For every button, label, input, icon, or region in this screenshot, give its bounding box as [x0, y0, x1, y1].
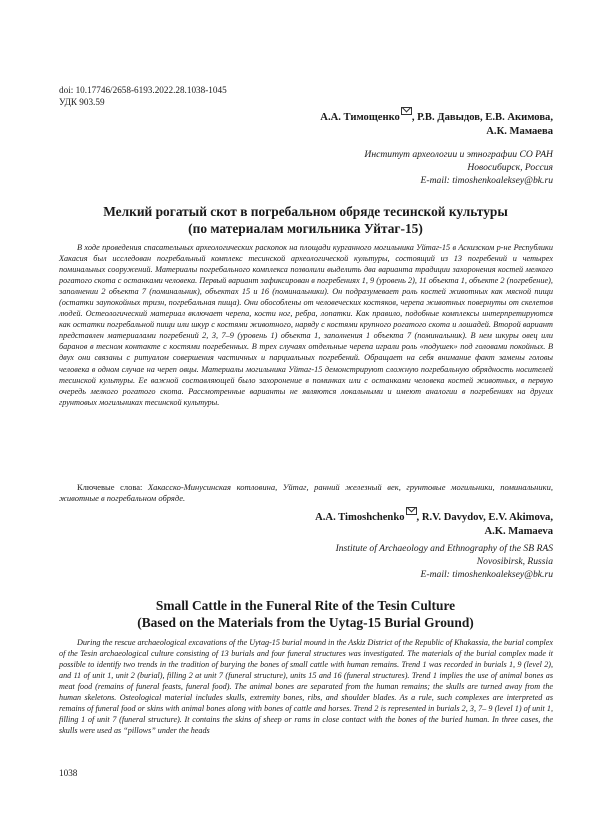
institution-ru: Институт археологии и этнографии СО РАН	[364, 149, 553, 160]
email-en[interactable]: E-mail: timoshenkoaleksey@bk.ru	[420, 569, 553, 580]
mail-icon	[401, 107, 412, 115]
keywords-label: Ключевые слова:	[77, 482, 143, 492]
authors-ru	[320, 111, 553, 138]
email-ru[interactable]: E-mail: timoshenkoaleksey@bk.ru	[420, 175, 553, 186]
authors-ru-line1: А.А. Тимощенко , Р.В. Давыдов, Е.В. Акимова,	[320, 111, 553, 125]
affiliation-en	[336, 542, 553, 581]
location-ru: Новосибирск, Россия	[467, 162, 553, 173]
article-title-ru: Мелкий рогатый скот в погребальном обряде тесинской культуры (по материалам могильника Уйтаг-15)	[103, 204, 508, 236]
authors-en-line2: A.K. Mamaeva	[484, 525, 553, 537]
location-en: Novosibirsk, Russia	[476, 556, 553, 567]
doi-text[interactable]: doi: 10.17746/2658-6193.2022.28.1038-1045	[59, 85, 227, 95]
keywords-list: Хакасско-Минусинская котловина, Уйтаг, ранний железный век, грунтовые могильники, поминальники, животные в погребальном обряде.	[59, 482, 553, 504]
article-meta	[59, 84, 227, 108]
authors-ru-line2: А.К. Мамаева	[486, 125, 553, 137]
authors-en	[315, 511, 553, 538]
abstract-en: During the rescue archaeological excavations of the Uytag-15 burial mound in the Askiz District of the Republic of Khakassia, the burial complex of the Tesin archaeological culture consisting of 13 burials and four funeral structures was investigated. The materials of the burial complex made it possible to identify two trends in the tradition of burying the bones of small cattle with human remains. Trend 1 was recorded in burials 1, 9 (level 2), and 11 of unit 1, unit 2 (burial), filling 2 at unit 7 (funeral structure), units 15 and 16 (funeral structures). Trend 1 implies the use of animal bones as meat food (remains of funeral feasts, funeral food). The animal bones are separated from the human remains; the skulls are turned away from the human skeletons. Osteological material includes skulls, extremity bones, ribs, and shoulder blades. As a rule, such complexes are interpreted as remains of funeral food or skins with animal bones along with bones of cattle and horses. Trend 2 is represented in burials 2, 3, 7– 9 (level 1) of unit 1, filling 1 of unit 7 (funeral structure). It contains the skins of sheep or rams in close contact with the bones of the buried human. In three cases, the skulls were used as “pillows” under the heads	[59, 638, 553, 736]
affiliation-ru	[364, 148, 553, 187]
keywords-ru	[59, 482, 553, 504]
institution-en: Institute of Archaeology and Ethnography of the SB RAS	[335, 543, 553, 554]
article-title-en: Small Cattle in the Funeral Rite of the Tesin Culture (Based on the Materials from the Uytag-15 Burial Ground)	[137, 598, 474, 630]
authors-en-line1: A.A. Timoshchenko , R.V. Davydov, E.V. Akimova,	[315, 511, 553, 525]
abstract-ru: В ходе проведения спасательных археологических раскопок на площади курганного могильника Уйтаг-15 в Аскизском р-не Республики Хакасия был исследован погребальный комплекс тесинской археологической культуры, состоящий из 13 погребений и четырех поминальных сооружений. Материалы погребального комплекса позволили выделить два варианта традиции захоронения костей мелкого рогатого скота с останками человека. Первый вариант зафиксирован в погребениях 1, 9 (уровень 2), 11 объекта 1, объекте 2 (погребение), заполнении 2 объекта 7 (поминальник), объектах 15 и 16 (поминальники). Он подразумевает роль костей животных как мясной пищи (остатки заупокойных тризн, погребальная пища). Они обособлены от человеческих костяков, черепа животных повернуты от скелетов людей. Остеологический материал включает черепа, кости ног, ребра, лопатки. Как правило, подобные комплексы интерпретируются как остатки погребальной пищи или шкур с костями животного, наряду с костями крупного рогатого скота и лошадей. Второй вариант представлен материалами погребений 2, 3, 7–9 (уровень 1) объекта 1, заполнения 1 объекта 7 (поминальник). В нем шкуры овец или баранов в тесном контакте с костями погребенных. В трех случаях отдельные черепа играли роль «подушек» под головами покойных. В двух они связаны с ритуалом совершения частичных и парциальных погребений. Обращает на себя внимание факт замены головы человека в одном случае на череп овцы. Материалы могильника Уйтаг-15 демонстрируют сложную погребальную обрядность носителей тесинской культуры. Ее важной составляющей было захоронение в поминках или с останками человека костей животных, в первую очередь мелкого рогатого скота. Рассмотренные варианты не являются локальными и имеют аналогии в погребениях на других грунтовых могильниках тесинской культуры.	[59, 243, 553, 407]
mail-icon	[406, 507, 417, 515]
corresponding-author-ru: А.А. Тимощенко	[320, 112, 400, 123]
udk-text: УДК 903.59	[59, 97, 105, 107]
page-number: 1038	[59, 768, 78, 778]
corresponding-author-en: A.A. Timoshchenko	[315, 512, 405, 523]
